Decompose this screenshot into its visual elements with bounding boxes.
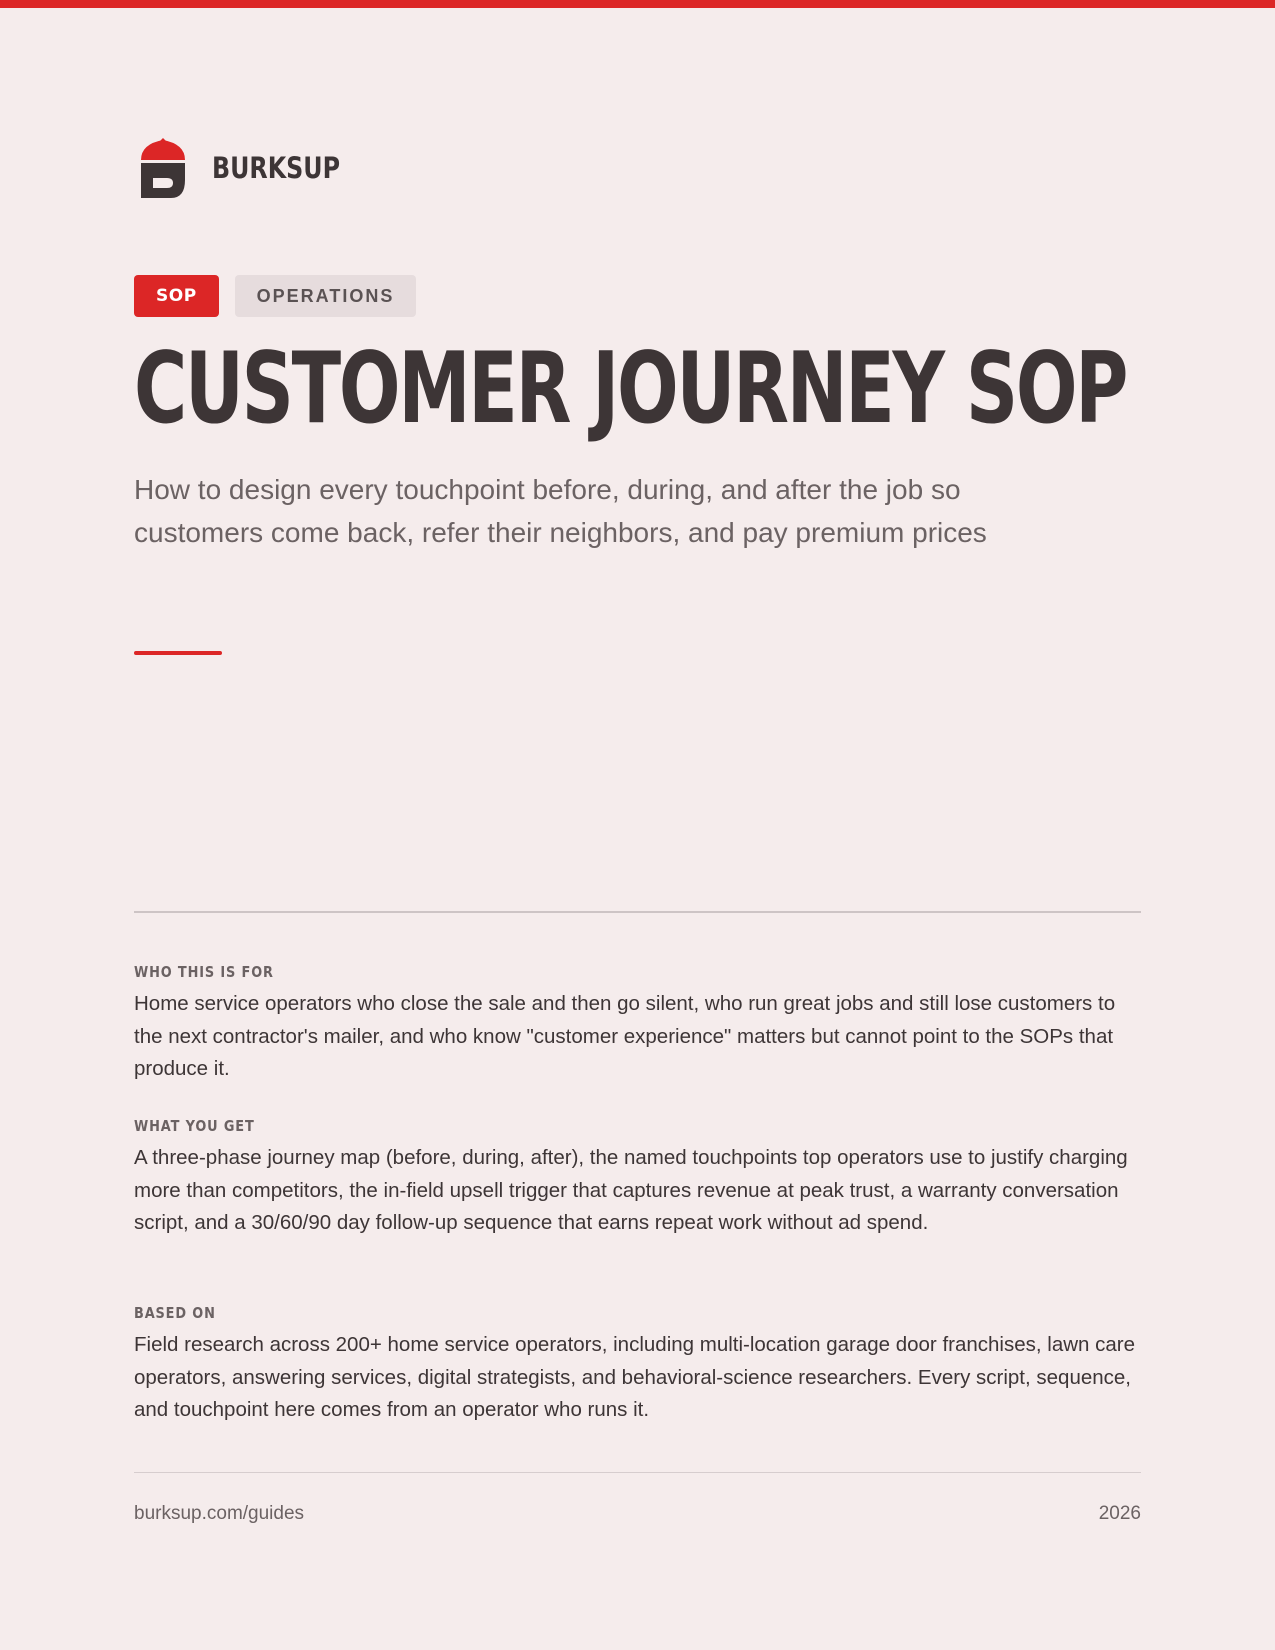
category-badges [134,275,416,317]
section-body-who: Home service operators who close the sale and then go silent, who run great jobs and still lose customers to the next contractor's mailer, and who know "customer experience" matters but cannot point to the SOPs that produce it. [134,992,1116,1080]
brand-name: BURKSUP [212,151,341,185]
page-subtitle: How to design every touchpoint before, during, and after the job so customers come back, refer their neighbors, and pay premium prices [134,474,987,548]
section-divider [134,911,1141,913]
operations-badge: OPERATIONS [235,275,417,317]
accent-rule [134,651,222,655]
sop-badge: SOP [134,275,219,317]
footer-year: 2026 [1098,1503,1141,1524]
section-label-what: WHAT YOU GET [134,1117,255,1135]
page-title: CUSTOMER JOURNEY SOP [134,332,1127,446]
section-body-what: A three-phase journey map (before, during, after), the named touchpoints top operators use to justify charging more than competitors, the in-field upsell trigger that captures revenue at peak trust, a warranty conversation script, and a 30/60/90 day follow-up sequence that earns repeat work without ad spend. [134,1146,1128,1234]
section-label-based-on: BASED ON [134,1304,216,1322]
document-page [134,0,1141,1650]
section-label-who: WHO THIS IS FOR [134,963,274,981]
footer-url: burksup.com/guides [134,1503,305,1524]
burksup-b-logo-icon [134,136,192,200]
footer-divider [134,1472,1141,1473]
section-body-based-on: Field research across 200+ home service operators, including multi-location garage door franchises, lawn care operators, answering services, digital strategists, and behavioral-science researchers. Every script, sequence, and touchpoint here comes from an operator who runs it. [134,1333,1136,1421]
brand-logo [134,136,368,200]
